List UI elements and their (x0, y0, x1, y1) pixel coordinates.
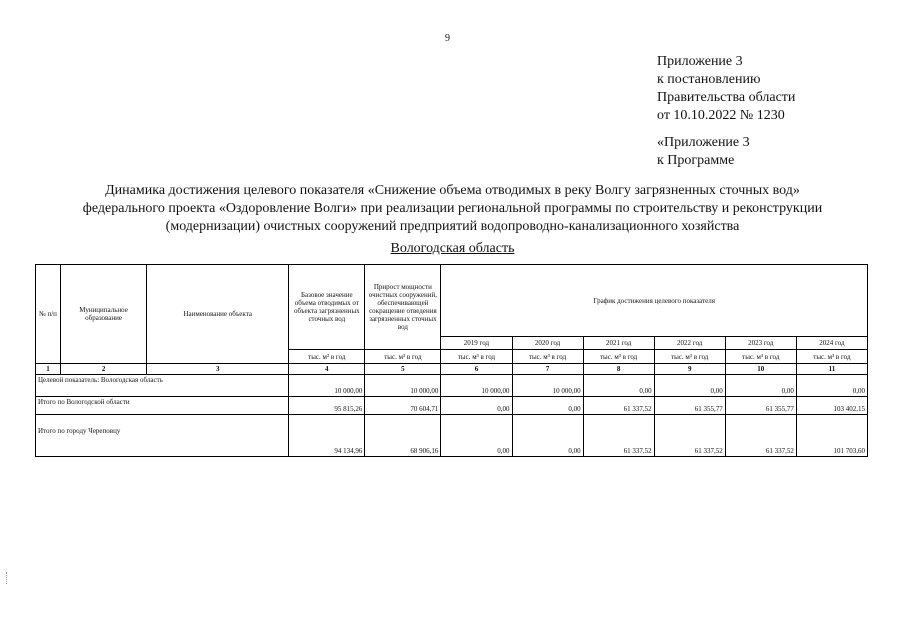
col-number: 9 (654, 364, 725, 375)
cell-2019: 0,00 (441, 397, 512, 415)
header-municipality: Муниципальное образование (61, 265, 147, 364)
appendix-line: к постановлению (657, 72, 761, 87)
cell-growth: 70 604,71 (365, 397, 441, 415)
cell-2023: 61 337,52 (725, 415, 796, 457)
cell-2020: 0,00 (512, 415, 583, 457)
appendix-line: от 10.10.2022 № 1230 (657, 108, 785, 123)
col-number: 5 (365, 364, 441, 375)
row-label: Целевой показатель: Вологодская область (36, 375, 289, 397)
header-unit: тыс. м³ в год (512, 350, 583, 364)
title-line: федерального проекта «Оздоровление Волги» при реализации региональной программы по строительству и реконструкции (82, 201, 823, 216)
header-base: Базовое значение объема отводимых от объекта загрязненных сточных вод (289, 265, 365, 350)
table-row (36, 375, 868, 397)
header-unit: тыс. м³ в год (365, 350, 441, 364)
header-unit: тыс. м³ в год (654, 350, 725, 364)
header-schedule: График достижения целевого показателя (441, 265, 868, 337)
document-title (20, 182, 885, 236)
cell-base: 10 000,00 (289, 375, 365, 397)
col-number: 11 (796, 364, 867, 375)
cell-2020: 10 000,00 (512, 375, 583, 397)
header-object: Наименование объекта (147, 265, 289, 364)
header-unit: тыс. м³ в год (441, 350, 512, 364)
region-heading (0, 241, 905, 257)
cell-base: 94 134,96 (289, 415, 365, 457)
col-number: 7 (512, 364, 583, 375)
appendix-program-line: к Программе (657, 153, 735, 168)
cell-growth: 68 906,16 (365, 415, 441, 457)
col-number: 2 (61, 364, 147, 375)
cell-2023: 0,00 (725, 375, 796, 397)
cell-2024: 101 703,60 (796, 415, 867, 457)
title-line: (модернизации) очистных сооружений предприятий водопроводно-канализационного хозяйства (165, 219, 740, 234)
cell-2021: 0,00 (583, 375, 654, 397)
header-unit: тыс. м³ в год (796, 350, 867, 364)
cell-2023: 61 355,77 (725, 397, 796, 415)
target-indicator-table (35, 264, 868, 457)
cell-2021: 61 337,52 (583, 415, 654, 457)
header-unit: тыс. м³ в год (289, 350, 365, 364)
header-growth: Прирост мощности очистных сооружений, обеспечивающей сокращение отведения загрязненных сточных вод (365, 265, 441, 350)
title-line: Динамика достижения целевого показателя «Снижение объема отводимых в реку Волгу загрязненных сточных вод» (105, 183, 800, 198)
cell-2020: 0,00 (512, 397, 583, 415)
cell-2024: 0,00 (796, 375, 867, 397)
col-number: 1 (36, 364, 61, 375)
col-number: 8 (583, 364, 654, 375)
cell-2022: 61 355,77 (654, 397, 725, 415)
col-number: 10 (725, 364, 796, 375)
col-number: 6 (441, 364, 512, 375)
appendix-program-line: «Приложение 3 (657, 135, 750, 150)
header-unit: тыс. м³ в год (583, 350, 654, 364)
appendix-block (657, 53, 795, 125)
table-row (36, 397, 868, 415)
cell-2022: 0,00 (654, 375, 725, 397)
cell-2019: 0,00 (441, 415, 512, 457)
header-year: 2024 год (796, 337, 867, 350)
header-year: 2019 год (441, 337, 512, 350)
cell-2022: 61 337,52 (654, 415, 725, 457)
appendix-program-block (657, 134, 750, 170)
appendix-line: Правительства области (657, 90, 796, 105)
header-year: 2020 год (512, 337, 583, 350)
region-name: Вологодская область (390, 241, 515, 256)
table-row (36, 415, 868, 457)
scan-margin-mark (6, 572, 9, 584)
col-number: 4 (289, 364, 365, 375)
cell-2019: 10 000,00 (441, 375, 512, 397)
cell-2021: 61 337,52 (583, 397, 654, 415)
header-year: 2021 год (583, 337, 654, 350)
page-number: 9 (445, 33, 450, 44)
row-label: Итого по Вологодской области (36, 397, 289, 415)
header-year: 2022 год (654, 337, 725, 350)
cell-2024: 103 402,15 (796, 397, 867, 415)
row-label: Итого по городу Череповцу (36, 415, 289, 457)
cell-base: 95 815,26 (289, 397, 365, 415)
header-year: 2023 год (725, 337, 796, 350)
cell-growth: 10 000,00 (365, 375, 441, 397)
header-num: № п/п (36, 265, 61, 364)
header-unit: тыс. м³ в год (725, 350, 796, 364)
appendix-line: Приложение 3 (657, 54, 743, 69)
col-number: 3 (147, 364, 289, 375)
